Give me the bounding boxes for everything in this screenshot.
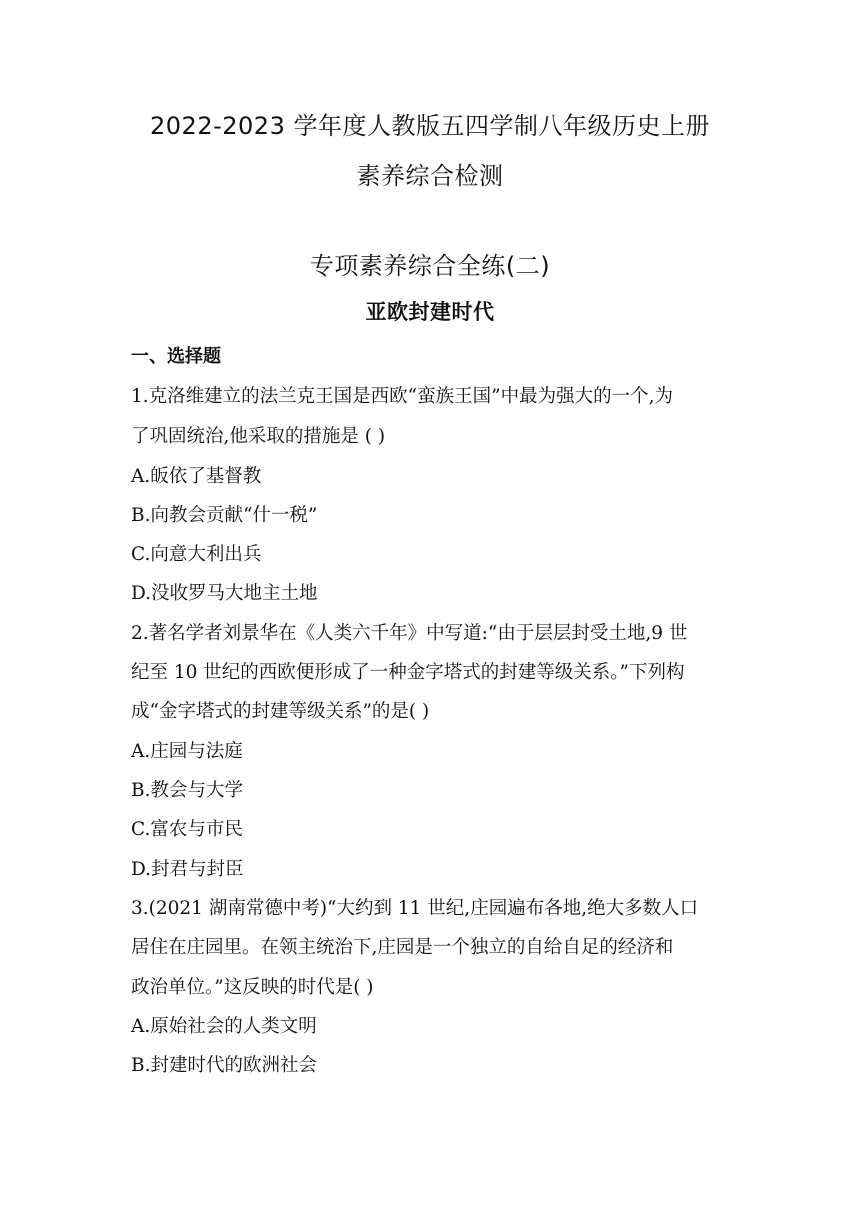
question-3-option-b: B.封建时代的欧洲社会 [131,1055,317,1076]
question-2-option-b: B.教会与大学 [131,780,243,801]
question-3-option-a: A.原始社会的人类文明 [131,1016,317,1037]
question-2-option-d: D.封君与封臣 [131,859,244,880]
question-1-stem-line-1: 1.克洛维建立的法兰克王国是西欧“蛮族王国”中最为强大的一个,为 [131,386,673,407]
question-1-stem-line-2: 了巩固统治,他采取的措施是 ( ) [131,426,386,447]
question-2-option-a: A.庄园与法庭 [131,741,243,762]
question-1-option-d: D.没收罗马大地主土地 [131,583,318,604]
question-3-stem-line-1: 3.(2021 湖南常德中考)“大约到 11 世纪,庄园遍布各地,绝大多数人口 [131,898,699,919]
question-2-stem-line-2: 纪至 10 世纪的西欧便形成了一种金字塔式的封建等级关系。”下列构 [131,662,685,683]
section-heading: 一、选择题 [131,346,221,367]
question-2-stem-line-1: 2.著名学者刘景华在《人类六千年》中写道:“由于层层封受土地,9 世 [131,623,688,644]
question-1-option-c: C.向意大利出兵 [131,544,262,565]
question-1-option-b: B.向教会贡献“什一税” [131,505,318,526]
question-3-stem-line-3: 政治单位。”这反映的时代是( ) [131,977,374,998]
document-topic: 亚欧封建时代 [365,300,495,324]
question-3-stem-line-2: 居住在庄园里。在领主统治下,庄园是一个独立的自给自足的经济和 [131,937,674,958]
document-title-line2: 素养综合检测 [356,162,504,190]
question-2-option-c: C.富农与市民 [131,819,243,840]
question-2-stem-line-3: 成“金字塔式的封建等级关系”的是( ) [131,701,430,722]
document-subtitle: 专项素养综合全练(二) [309,252,551,280]
question-1-option-a: A.皈依了基督教 [131,466,262,487]
document-title: 2022-2023 学年度人教版五四学制八年级历史上册 [150,112,710,140]
